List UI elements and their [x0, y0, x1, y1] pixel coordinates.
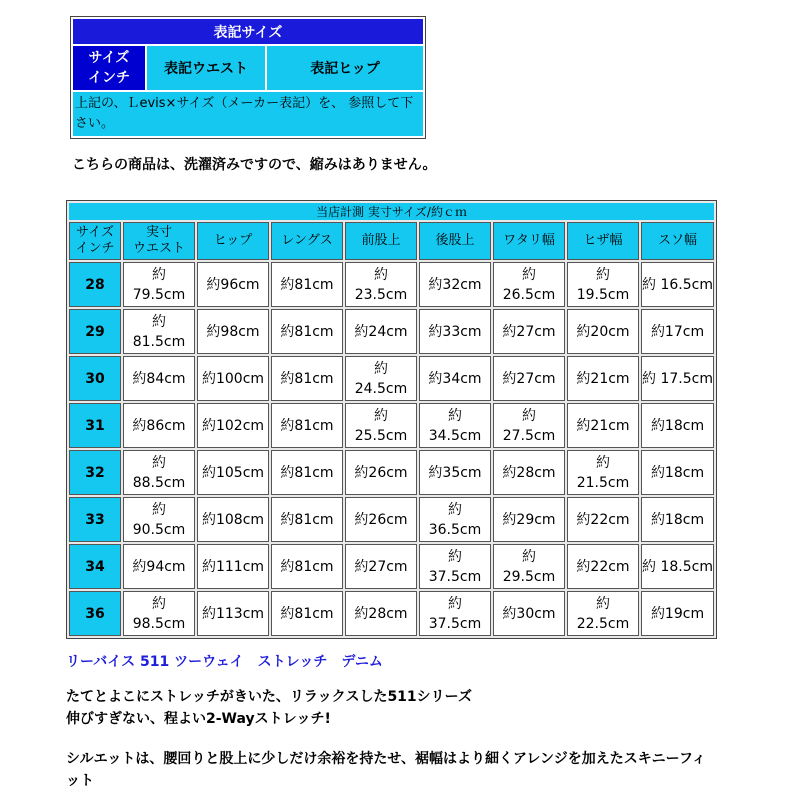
measurement-cell: 約113cm: [197, 591, 269, 636]
table-row: [69, 403, 714, 448]
measurement-table-title: 当店計測 実寸サイズ/約ｃｍ: [69, 203, 714, 220]
header-text: レングス: [281, 233, 333, 248]
measurement-cell: 約 23.5cm: [345, 262, 417, 307]
size-inch-header: [73, 46, 145, 90]
description-line-1: たてとよこにストレッチがきいた、リラックスした511シリーズ: [66, 689, 472, 705]
measurement-cell: 約21cm: [567, 403, 639, 448]
measurement-cell: 約 18.5cm: [641, 544, 714, 589]
measurement-cell: 約 21.5cm: [567, 450, 639, 495]
measurement-cell: 約18cm: [641, 497, 714, 542]
size-notation-table: [70, 16, 426, 139]
header-text: 前股上: [361, 233, 401, 248]
table-row: [69, 544, 714, 589]
table-row: [69, 591, 714, 636]
measurement-cell: 約29cm: [493, 497, 565, 542]
header-text: インチ: [75, 241, 115, 256]
measurement-cell: 約100cm: [197, 356, 269, 401]
notation-waist-header: 表記ウエスト: [147, 46, 265, 90]
measurement-cell: 約94cm: [123, 544, 195, 589]
measurement-cell: 約 22.5cm: [567, 591, 639, 636]
size-cell: 34: [69, 544, 121, 589]
measurement-cell: 約81cm: [271, 497, 343, 542]
measurement-cell: 約 34.5cm: [419, 403, 491, 448]
measurement-cell: 約 37.5cm: [419, 591, 491, 636]
measurement-header-cell: [69, 222, 121, 260]
measurement-cell: 約24cm: [345, 309, 417, 354]
measurement-cell: 約21cm: [567, 356, 639, 401]
measurement-cell: 約 79.5cm: [123, 262, 195, 307]
header-text: スソ幅: [658, 233, 698, 248]
table-row: [69, 356, 714, 401]
measurement-cell: 約108cm: [197, 497, 269, 542]
measurement-cell: 約19cm: [641, 591, 714, 636]
size-cell: 31: [69, 403, 121, 448]
header-text: 後股上: [435, 233, 475, 248]
size-cell: 30: [69, 356, 121, 401]
measurement-cell: 約 26.5cm: [493, 262, 565, 307]
measurement-header-cell: [641, 222, 714, 260]
measurement-cell: 約 36.5cm: [419, 497, 491, 542]
size-inch-label-line2: インチ: [88, 70, 130, 86]
measurement-cell: 約81cm: [271, 591, 343, 636]
measurement-cell: 約 25.5cm: [345, 403, 417, 448]
measurement-cell: 約18cm: [641, 403, 714, 448]
measurement-cell: 約 98.5cm: [123, 591, 195, 636]
measurement-cell: 約26cm: [345, 497, 417, 542]
table-row: [69, 262, 714, 307]
measurement-cell: 約18cm: [641, 450, 714, 495]
table-row: [69, 309, 714, 354]
measurement-cell: 約17cm: [641, 309, 714, 354]
description-line-3: シルエットは、腰回りと股上に少しだけ余裕を持たせ、裾幅はより細くアレンジを加えたスキニーフィット: [66, 751, 706, 789]
measurement-header-cell: [493, 222, 565, 260]
header-text: ヒザ幅: [583, 233, 623, 248]
measurement-cell: 約27cm: [493, 356, 565, 401]
measurement-cell: 約 37.5cm: [419, 544, 491, 589]
measurement-cell: 約27cm: [493, 309, 565, 354]
header-text: 実寸: [145, 225, 172, 240]
measurement-cell: 約81cm: [271, 309, 343, 354]
measurement-cell: 約22cm: [567, 497, 639, 542]
measurement-cell: 約26cm: [345, 450, 417, 495]
measurement-cell: 約111cm: [197, 544, 269, 589]
description-line-2: 伸びすぎない、程よい2-Wayストレッチ!: [66, 711, 331, 727]
measurement-cell: 約34cm: [419, 356, 491, 401]
measurement-cell: 約28cm: [345, 591, 417, 636]
measurement-cell: 約 88.5cm: [123, 450, 195, 495]
wash-notice: こちらの商品は、洗濯済みですので、縮みはありません。: [72, 157, 437, 173]
measurement-header-cell: [271, 222, 343, 260]
measurement-cell: 約81cm: [271, 403, 343, 448]
measurement-cell: 約 27.5cm: [493, 403, 565, 448]
measurement-cell: 約 17.5cm: [641, 356, 714, 401]
notation-note: 上記の、Ｌevis×サイズ（メーカー表記）を、 参照して下さい。: [73, 92, 423, 136]
header-text: ウエスト: [132, 241, 185, 256]
size-cell: 36: [69, 591, 121, 636]
measurement-cell: 約102cm: [197, 403, 269, 448]
size-cell: 29: [69, 309, 121, 354]
measurement-cell: 約81cm: [271, 450, 343, 495]
header-text: ワタリ幅: [503, 233, 555, 248]
measurement-header-row: [69, 222, 714, 260]
measurement-cell: 約 19.5cm: [567, 262, 639, 307]
measurement-cell: 約86cm: [123, 403, 195, 448]
measurement-cell: 約84cm: [123, 356, 195, 401]
measurement-header-cell: [197, 222, 269, 260]
measurement-cell: 約81cm: [271, 262, 343, 307]
measurement-header-cell: [567, 222, 639, 260]
table-row: [69, 450, 714, 495]
measurement-header-cell: [345, 222, 417, 260]
size-notation-header: 表記サイズ: [73, 19, 423, 44]
measurement-table: [66, 200, 717, 639]
measurement-cell: 約30cm: [493, 591, 565, 636]
table-row: [69, 497, 714, 542]
measurement-cell: 約96cm: [197, 262, 269, 307]
measurement-cell: 約 90.5cm: [123, 497, 195, 542]
size-cell: 28: [69, 262, 121, 307]
measurement-cell: 約28cm: [493, 450, 565, 495]
size-cell: 33: [69, 497, 121, 542]
measurement-cell: 約105cm: [197, 450, 269, 495]
measurement-cell: 約32cm: [419, 262, 491, 307]
measurement-cell: 約22cm: [567, 544, 639, 589]
measurement-cell: 約35cm: [419, 450, 491, 495]
measurement-cell: 約27cm: [345, 544, 417, 589]
notation-hip-header: 表記ヒップ: [267, 46, 423, 90]
product-title: リーバイス 511 ツーウェイ ストレッチ デニム: [66, 654, 383, 670]
measurement-cell: 約81cm: [271, 356, 343, 401]
measurement-table-body: [69, 262, 714, 636]
measurement-cell: 約33cm: [419, 309, 491, 354]
measurement-cell: 約 16.5cm: [641, 262, 714, 307]
measurement-cell: 約 81.5cm: [123, 309, 195, 354]
measurement-cell: 約81cm: [271, 544, 343, 589]
header-text: ヒップ: [213, 233, 253, 248]
measurement-cell: 約20cm: [567, 309, 639, 354]
measurement-header-cell: [419, 222, 491, 260]
measurement-cell: 約 29.5cm: [493, 544, 565, 589]
measurement-cell: 約98cm: [197, 309, 269, 354]
measurement-header-cell: [123, 222, 195, 260]
header-text: サイズ: [76, 225, 114, 240]
measurement-cell: 約 24.5cm: [345, 356, 417, 401]
size-cell: 32: [69, 450, 121, 495]
size-inch-label-line1: サイズ: [88, 50, 130, 66]
